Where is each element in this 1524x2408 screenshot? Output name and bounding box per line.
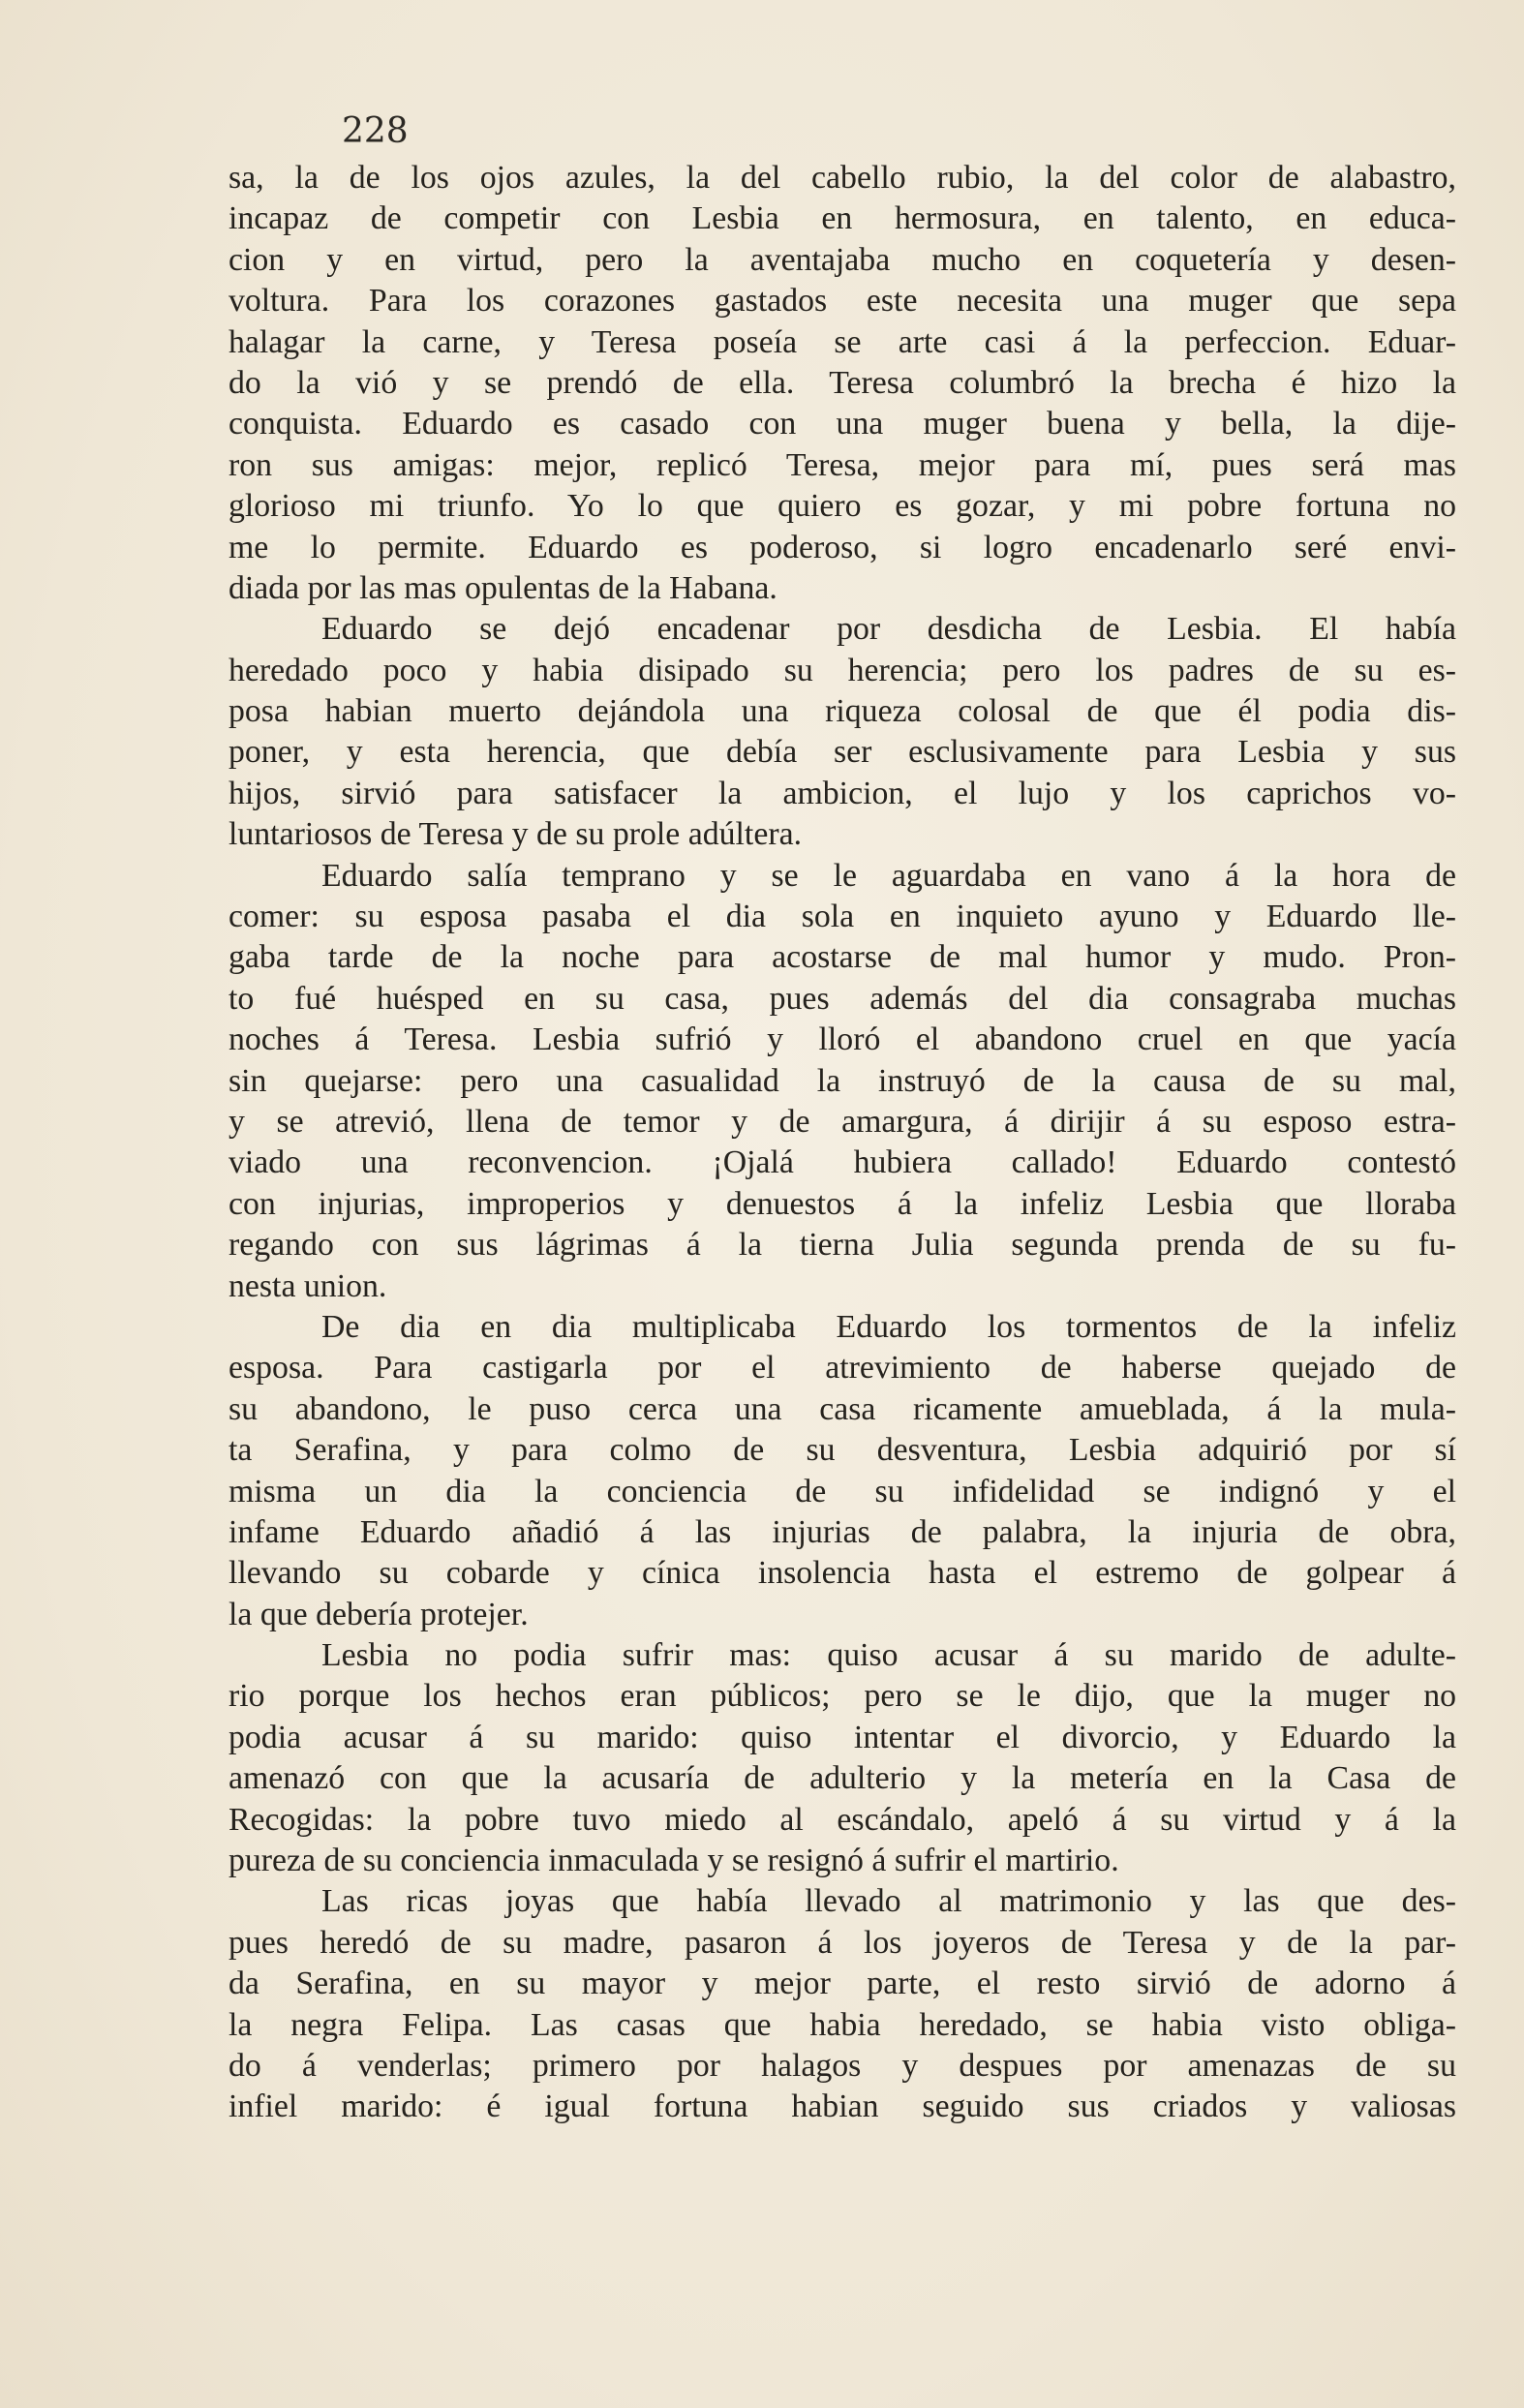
text-line: llevando su cobarde y cínica insolencia hasta el estremo de golpear á <box>229 1555 1456 1592</box>
text-line: la negra Felipa. Las casas que habia heredado, se habia visto obliga- <box>229 2006 1456 2043</box>
text-line: to fué huésped en su casa, pues además del dia consagraba muchas <box>229 980 1456 1017</box>
text-line: hijos, sirvió para satisfacer la ambicion, el lujo y los caprichos vo- <box>229 775 1456 811</box>
text-line: rio porque los hechos eran públicos; pero se le dijo, que la muger no <box>229 1678 1456 1715</box>
text-line: glorioso mi triunfo. Yo lo que quiero es gozar, y mi pobre fortuna no <box>229 488 1456 525</box>
text-line: nesta union. <box>229 1267 387 1304</box>
text-line: misma un dia la conciencia de su infidelidad se indignó y el <box>229 1473 1456 1509</box>
text-line: posa habian muerto dejándola una riqueza colosal de que él podia dis- <box>229 693 1456 730</box>
text-line: ta Serafina, y para colmo de su desventura, Lesbia adquirió por sí <box>229 1432 1456 1469</box>
text-line: Lesbia no podia sufrir mas: quiso acusar á su marido de adulte- <box>321 1637 1456 1674</box>
body-text <box>229 158 1456 2128</box>
text-line: cion y en virtud, pero la aventajaba mucho en coquetería y desen- <box>229 241 1456 278</box>
text-line: y se atrevió, llena de temor y de amargura, á dirijir á su esposo estra- <box>229 1103 1456 1140</box>
text-line: noches á Teresa. Lesbia sufrió y lloró el abandono cruel en que yacía <box>229 1021 1456 1058</box>
text-line: da Serafina, en su mayor y mejor parte, el resto sirvió de adorno á <box>229 1966 1456 2002</box>
text-line: poner, y esta herencia, que debía ser esclusivamente para Lesbia y sus <box>229 734 1456 771</box>
text-line: Eduardo salía temprano y se le aguardaba en vano á la hora de <box>321 857 1456 894</box>
text-line: incapaz de competir con Lesbia en hermosura, en talento, en educa- <box>229 200 1456 237</box>
text-line: conquista. Eduardo es casado con una muger buena y bella, la dije- <box>229 406 1456 442</box>
text-line: ron sus amigas: mejor, replicó Teresa, mejor para mí, pues será mas <box>229 446 1456 483</box>
text-line: do la vió y se prendó de ella. Teresa columbró la brecha é hizo la <box>229 364 1456 401</box>
text-line: me lo permite. Eduardo es poderoso, si logro encadenarlo seré envi- <box>229 529 1456 565</box>
text-line: sin quejarse: pero una casualidad la instruyó de la causa de su mal, <box>229 1062 1456 1099</box>
text-line: viado una reconvencion. ¡Ojalá hubiera callado! Eduardo contestó <box>229 1144 1456 1181</box>
text-line: con injurias, improperios y denuestos á la infeliz Lesbia que lloraba <box>229 1185 1456 1222</box>
text-line: pureza de su conciencia inmaculada y se resignó á sufrir el martirio. <box>229 1843 1119 1879</box>
text-line: do á venderlas; primero por halagos y despues por amenazas de su <box>229 2047 1456 2084</box>
text-line: pues heredó de su madre, pasaron á los joyeros de Teresa y de la par- <box>229 1924 1456 1961</box>
page-number: 228 <box>342 111 409 151</box>
text-line: esposa. Para castigarla por el atrevimiento de haberse quejado de <box>229 1350 1456 1387</box>
text-line: regando con sus lágrimas á la tierna Julia segunda prenda de su fu- <box>229 1227 1456 1264</box>
text-line: heredado poco y habia disipado su herencia; pero los padres de su es- <box>229 652 1456 688</box>
text-line: voltura. Para los corazones gastados este necesita una muger que sepa <box>229 283 1456 320</box>
text-line: amenazó con que la acusaría de adulterio y la metería en la Casa de <box>229 1760 1456 1797</box>
text-line: sa, la de los ojos azules, la del cabello rubio, la del color de alabastro, <box>229 160 1456 196</box>
text-line: podia acusar á su marido: quiso intentar el divorcio, y Eduardo la <box>229 1719 1456 1755</box>
text-line: diada por las mas opulentas de la Habana. <box>229 569 777 606</box>
text-line: comer: su esposa pasaba el dia sola en inquieto ayuno y Eduardo lle- <box>229 899 1456 935</box>
text-line: infiel marido: é igual fortuna habian seguido sus criados y valiosas <box>229 2088 1456 2125</box>
text-line: Recogidas: la pobre tuvo miedo al escándalo, apeló á su virtud y á la <box>229 1801 1456 1838</box>
text-line: luntariosos de Teresa y de su prole adúltera. <box>229 816 803 853</box>
text-line: gaba tarde de la noche para acostarse de mal humor y mudo. Pron- <box>229 939 1456 976</box>
text-line: De dia en dia multiplicaba Eduardo los tormentos de la infeliz <box>321 1308 1456 1345</box>
text-line: Eduardo se dejó encadenar por desdicha de Lesbia. El había <box>321 611 1456 648</box>
text-line: halagar la carne, y Teresa poseía se arte casi á la perfeccion. Eduar- <box>229 323 1456 360</box>
text-line: la que debería protejer. <box>229 1596 529 1632</box>
text-line: infame Eduardo añadió á las injurias de palabra, la injuria de obra, <box>229 1513 1456 1550</box>
text-line: su abandono, le puso cerca una casa ricamente amueblada, á la mula- <box>229 1390 1456 1427</box>
text-line: Las ricas joyas que había llevado al matrimonio y las que des- <box>321 1883 1456 1920</box>
